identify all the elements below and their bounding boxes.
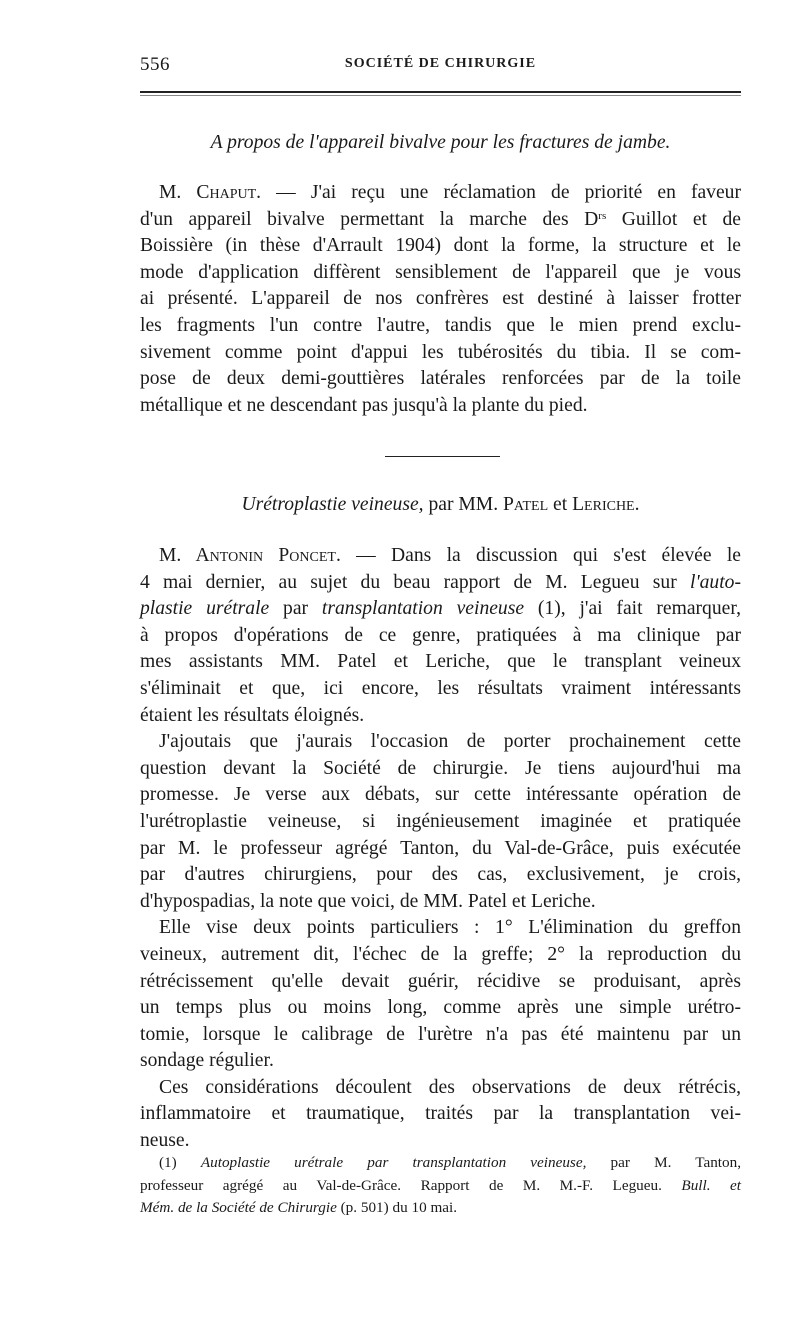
section2-p2-line-1: J'ajoutais que j'aurais l'occasion de porter prochainement cette [159, 731, 741, 753]
section1-speaker: M. Chaput. [159, 182, 262, 203]
section2-line-7: étaient les résultats éloignés. [140, 704, 365, 726]
section1-line-1: M. Chaput. — J'ai reçu une réclamation de priorité en faveur [159, 182, 742, 203]
section1-body [140, 180, 741, 419]
header-rule-thin [140, 95, 741, 96]
page-number: 556 [140, 54, 170, 75]
section2-line-5: mes assistants MM. Patel et Leriche, que le transplant veineux [140, 651, 741, 673]
section1-line-3: Boissière (in thèse d'Arrault 1904) dont la forme, la structure et le [140, 235, 741, 257]
section1-line-9: métallique et ne descendant pas jusqu'à la plante du pied. [140, 394, 588, 416]
section2-line-2: 4 mai dernier, au sujet du beau rapport de M. Legueu sur l'auto- [140, 571, 741, 593]
footnote [140, 1152, 741, 1220]
section2-line-1: M. Antonin Poncet. — Dans la discussion qui s'est élevée le [159, 545, 741, 566]
section1-line-2: d'un appareil bivalve permettant la marche des $D^{rs}$ Guillot et de [140, 208, 741, 230]
section2-p3-line-4: un temps plus ou moins long, comme après une simple urétro- [140, 997, 741, 1019]
section2-line-6: s'éliminait et que, ici encore, les résultats vraiment intéressants [140, 677, 741, 699]
section2-line-3: plastie urétrale par transplantation veineuse (1), j'ai fait remarquer, [140, 598, 741, 620]
section2-p3-line-2: veineux, autrement dit, l'échec de la greffe; 2° la reproduction du [140, 943, 741, 965]
section1-line-7: sivement comme point d'appui les tubérosités du tibia. Il se com- [140, 341, 741, 363]
footnote-line-1: (1) Autoplastie urétrale par transplantation veineuse, par M. Tanton, [159, 1154, 741, 1171]
page-header [140, 54, 741, 84]
section2-speaker: M. Antonin Poncet. [159, 545, 341, 566]
section2-title: Urétroplastie veineuse, par MM. Patel et Leriche. [241, 494, 640, 515]
section1-line-6: les fragments l'un contre l'autre, tandis que le mien prend exclu- [140, 314, 741, 336]
footnote-line-2: professeur agrégé au Val-de-Grâce. Rapport de M. M.-F. Legueu. Bull. et [140, 1176, 742, 1194]
section2-p2-line-7: d'hypospadias, la note que voici, de MM. Patel et Leriche. [140, 890, 596, 912]
section2-p4-line-3: neuse. [140, 1130, 190, 1152]
section2-p2-line-6: par d'autres chirurgiens, pour des cas, exclusivement, je crois, [140, 864, 741, 886]
section2-p4-line-2: inflammatoire et traumatique, traités par la transplantation vei- [140, 1103, 741, 1125]
section2-p4-line-1: Ces considérations découlent des observations de deux rétrécis, [159, 1076, 741, 1098]
section2-p3-line-6: sondage régulier. [140, 1050, 274, 1072]
section2-p2-line-5: par M. le professeur agrégé Tanton, du Val-de-Grâce, puis exécutée [140, 837, 741, 859]
section1-line-5: ai présenté. L'appareil de nos confrères est destiné à laisser frotter [140, 288, 741, 310]
section-separator [385, 456, 500, 457]
section2-p2-line-3: promesse. Je verse aux débats, sur cette intéressante opération de [140, 784, 741, 806]
section1-title: A propos de l'appareil bivalve pour les fractures de jambe. [210, 132, 671, 153]
section2-p3-line-3: rétrécissement qu'elle devait guérir, récidive se produisant, après [140, 970, 741, 992]
header-rule [140, 91, 741, 93]
section2-p2-line-2: question devant la Société de chirurgie. Je tiens aujourd'hui ma [140, 757, 741, 779]
section2-body [140, 543, 741, 1155]
section2-p2-line-4: l'urétroplastie veineuse, si ingénieusement imaginée et pratiquée [140, 810, 741, 832]
section2-p3-line-1: Elle vise deux points particuliers : 1° L'élimination du greffon [159, 917, 741, 939]
section1-line-4: mode d'application diffèrent sensiblement de l'appareil que je vous [140, 261, 741, 283]
section2-line-4: à propos d'opérations de ce genre, pratiquées à ma clinique par [140, 624, 741, 646]
footnote-line-3: Mém. de la Société de Chirurgie (p. 501) du 10 mai. [140, 1199, 458, 1216]
running-head: SOCIÉTÉ DE CHIRURGIE [344, 56, 537, 71]
section2-p3-line-5: tomie, lorsque le calibrage de l'urètre n'a pas été maintenu par un [140, 1023, 741, 1045]
section1-line-8: pose de deux demi-gouttières latérales renforcées par de la toile [140, 368, 741, 390]
